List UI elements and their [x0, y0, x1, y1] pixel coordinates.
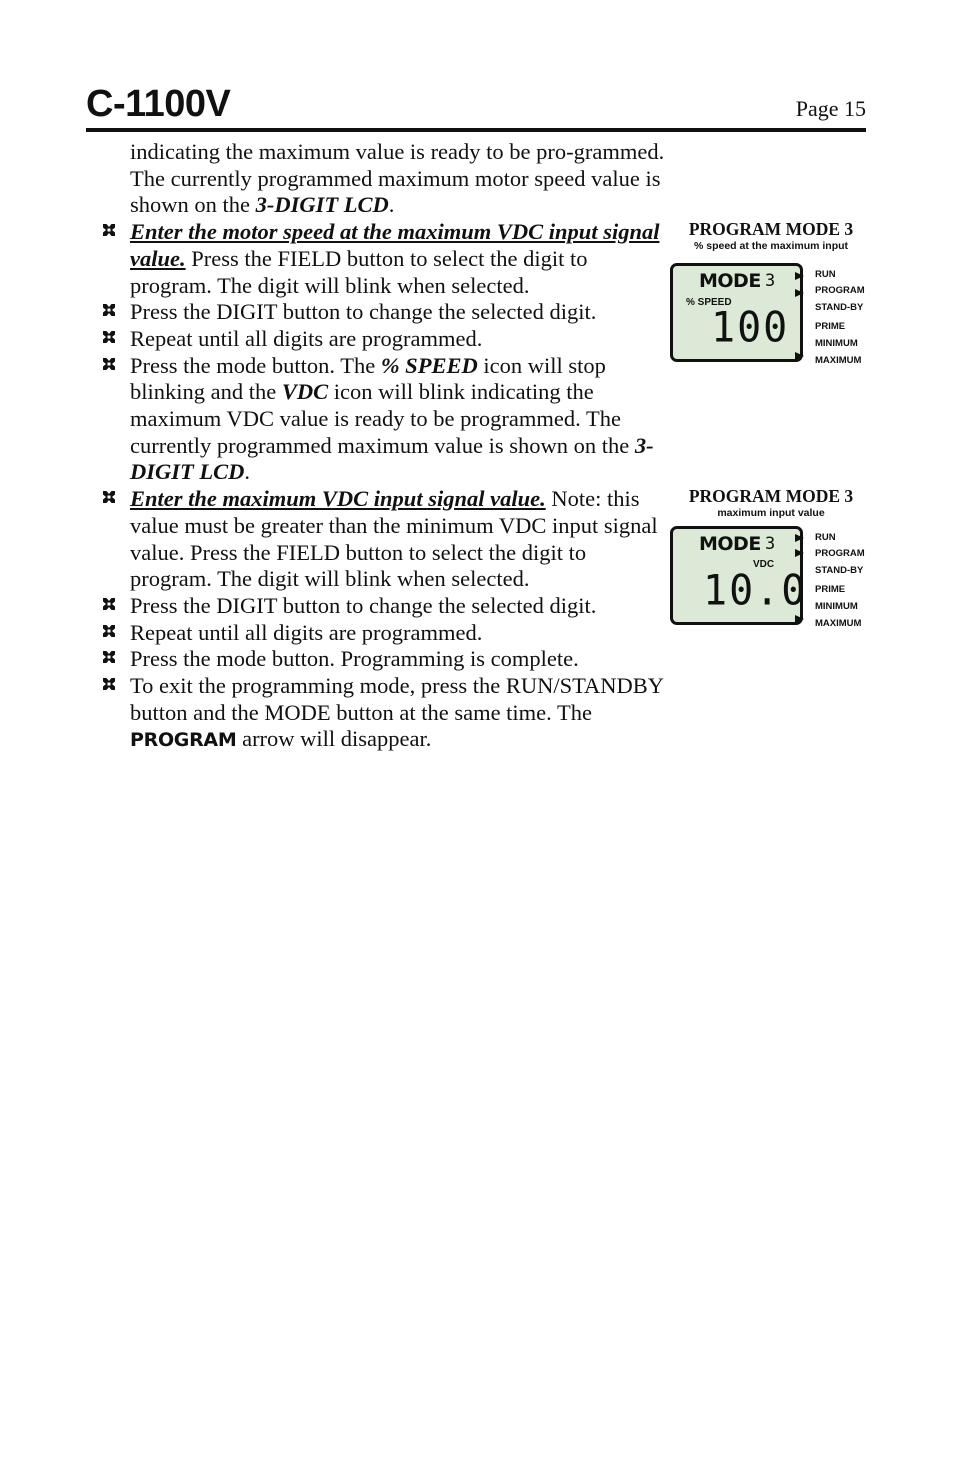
bullet-icon	[102, 357, 116, 371]
bullet-icon	[102, 223, 116, 237]
label-prime: PRIME	[815, 321, 846, 332]
bullet-icon	[102, 624, 116, 638]
label-standby: STAND-BY	[815, 302, 864, 313]
step-text: Repeat until all digits are programmed.	[130, 325, 483, 351]
lcd-value: 100	[711, 303, 790, 353]
bullet-icon	[102, 490, 116, 504]
step-text: Press the mode button. The	[130, 352, 381, 378]
step-text: Press the DIGIT button to change the selected digit.	[130, 299, 597, 325]
lcd-figure-speed	[666, 219, 876, 366]
page-number: Page 15	[795, 96, 866, 121]
list-item	[130, 326, 670, 353]
program-arrow-icon	[795, 549, 804, 557]
lcd-unit-label: VDC	[753, 559, 775, 570]
paragraph-text: .	[388, 192, 395, 218]
step-text: arrow will disappear.	[236, 726, 432, 752]
lcd-value: 10.0	[703, 566, 808, 616]
label-maximum: MAXIMUM	[815, 618, 862, 629]
label-run: RUN	[815, 269, 836, 280]
maximum-arrow-icon	[795, 615, 804, 623]
paragraph-text: indicating the maximum value is ready to be pro-grammed. The currently programmed maximum motor speed value is shown on the	[130, 139, 665, 218]
list-item	[130, 593, 670, 620]
speed-term: % SPEED	[380, 352, 478, 378]
step-heading: Enter the maximum VDC input signal value.	[130, 486, 546, 512]
list-item	[130, 620, 670, 647]
list-item	[130, 486, 670, 593]
run-arrow-icon	[795, 534, 804, 542]
step-text: Note: this value must be greater than the minimum VDC input signal value. Press the FIELD button to select the digit to program. The digit will blink when selected.	[130, 486, 658, 592]
vdc-term: VDC	[281, 379, 329, 405]
step-text: To exit the programming mode, press the RUN/STANDBY button and the MODE button at the same time. The	[130, 673, 664, 725]
figure-title: PROGRAM MODE 3	[688, 219, 854, 239]
label-standby: STAND-BY	[815, 565, 864, 576]
step-text: icon will stop blinking and the	[130, 352, 606, 405]
program-term: PROGRAM	[130, 729, 237, 752]
lcd-mode-label: MODE	[699, 533, 761, 555]
label-program: PROGRAM	[815, 285, 865, 296]
maximum-arrow-icon	[795, 352, 804, 360]
manual-title: C-1100V	[86, 83, 231, 125]
bullet-icon	[102, 303, 116, 317]
lcd-term: 3-DIGIT LCD	[130, 432, 654, 485]
run-arrow-icon	[795, 272, 804, 280]
lcd-unit-label: % SPEED	[686, 297, 732, 308]
list-item	[130, 646, 670, 673]
label-minimum: MINIMUM	[815, 338, 858, 349]
continued-paragraph	[130, 139, 670, 219]
label-maximum: MAXIMUM	[815, 355, 862, 366]
label-program: PROGRAM	[815, 548, 865, 559]
list-item	[130, 219, 670, 299]
lcd-screen	[670, 263, 803, 362]
step-text: Press the FIELD button to select the digit to program. The digit will blink when selected.	[130, 245, 588, 298]
label-prime: PRIME	[815, 584, 846, 595]
step-text: Press the mode button. Programming is complete.	[130, 646, 579, 672]
list-item	[130, 299, 670, 326]
label-minimum: MINIMUM	[815, 601, 858, 612]
label-run: RUN	[815, 532, 836, 543]
bullet-icon	[102, 650, 116, 664]
step-heading: Enter the motor speed at the maximum VDC input signal value.	[130, 219, 660, 271]
step-text: Press the DIGIT button to change the selected digit.	[130, 592, 597, 618]
bullet-icon	[102, 597, 116, 611]
bullet-icon	[102, 330, 116, 344]
list-item	[130, 353, 670, 487]
figure-subtitle: maximum input value	[717, 507, 825, 519]
lcd-term: 3-DIGIT LCD	[255, 192, 389, 218]
lcd-mode-label: MODE	[699, 270, 761, 292]
figure-title: PROGRAM MODE 3	[688, 486, 854, 506]
program-arrow-icon	[795, 289, 804, 297]
instructions-text	[130, 139, 670, 754]
lcd-figure-vdc	[666, 486, 876, 629]
step-text: icon will blink indicating the maximum VDC value is ready to be programmed. The currently programmed maximum value is shown on the	[130, 379, 635, 458]
lcd-mode-number: 3	[765, 534, 776, 554]
bullet-icon	[102, 677, 116, 691]
figure-subtitle: % speed at the maximum input	[693, 240, 849, 252]
page-header	[86, 82, 866, 132]
step-text: .	[244, 459, 251, 485]
step-text: Repeat until all digits are programmed.	[130, 619, 483, 645]
lcd-mode-number: 3	[765, 271, 776, 291]
list-item	[130, 673, 670, 754]
lcd-screen	[670, 526, 808, 625]
